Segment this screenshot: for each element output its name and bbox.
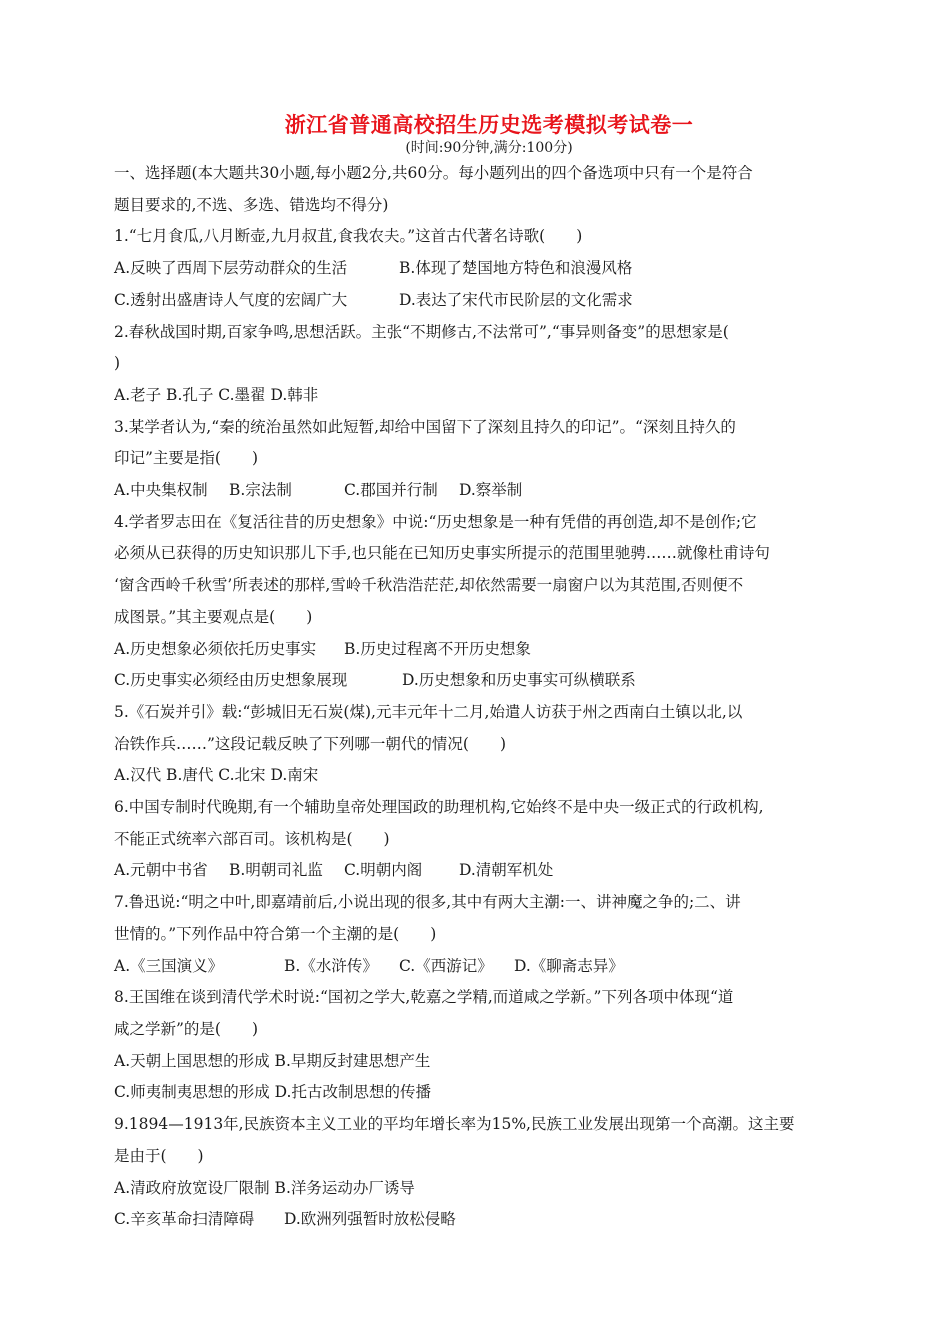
option-c: C.历史事实必须经由历史想象展现 (114, 671, 348, 690)
question-stem: 世情的。”下列作品中符合第一个主潮的是( ) (114, 924, 437, 943)
option-b: B.体现了楚国地方特色和浪漫风格 (399, 259, 633, 278)
option-b: B.《水浒传》 (284, 956, 378, 975)
option-a: A.中央集权制 (114, 481, 208, 500)
option-row (114, 634, 838, 666)
option-row (114, 665, 838, 697)
option-c: C.明朝内阁 (344, 861, 423, 880)
exam-page (114, 110, 838, 1236)
option-c: C.郡国并行制 (344, 481, 438, 500)
option-a: A.《三国演义》 (114, 956, 224, 975)
option-d: D.察举制 (459, 481, 523, 500)
question-stem: 4.学者罗志田在《复活往昔的历史想象》中说:“历史想象是一种有凭借的再创造,却不是创作;它 (114, 512, 757, 531)
option-d: D.欧洲列强暂时放松侵略 (284, 1210, 456, 1229)
option-c: C.辛亥革命扫清障碍 (114, 1210, 255, 1229)
option-row (114, 475, 838, 507)
option-row (114, 285, 838, 317)
option-b: B.明朝司礼监 (229, 861, 323, 880)
option-a: A.反映了西周下层劳动群众的生活 (114, 259, 348, 278)
question-stem: 9.1894—1913年,民族资本主义工业的平均年增长率为15%,民族工业发展出现第一个高潮。这主要 (114, 1115, 795, 1134)
exam-title: 浙江省普通高校招生历史选考模拟考试卷一 (284, 112, 694, 137)
section-heading: 题目要求的,不选、多选、错选均不得分) (114, 195, 389, 214)
option-row: C.师夷制夷思想的形成 D.托古改制思想的传播 (114, 1083, 431, 1102)
question-stem: ) (114, 354, 121, 373)
question-stem: 8.王国维在谈到清代学术时说:“国初之学大,乾嘉之学精,而道咸之学新。”下列各项中体现“道 (114, 988, 734, 1007)
question-stem: 成图景。”其主要观点是( ) (114, 607, 313, 626)
question-stem: 印记”主要是指( ) (114, 449, 259, 468)
option-row: A.天朝上国思想的形成 B.早期反封建思想产生 (114, 1051, 431, 1070)
question-stem: ‘窗含西岭千秋雪’所表述的那样,雪岭千秋浩浩茫茫,却依然需要一扇窗户以为其范围,否则便不 (114, 576, 744, 595)
question-stem: 3.某学者认为,“秦的统治虽然如此短暂,却给中国留下了深刻且持久的印记”。“深刻且持久的 (114, 417, 736, 436)
question-stem: 不能正式统率六部百司。该机构是( ) (114, 829, 390, 848)
option-c: C.《西游记》 (399, 956, 493, 975)
option-row: A.老子 B.孔子 C.墨翟 D.韩非 (114, 385, 319, 404)
option-c: C.透射出盛唐诗人气度的宏阔广大 (114, 290, 348, 309)
option-row (114, 951, 838, 983)
option-d: D.历史想象和历史事实可纵横联系 (402, 671, 636, 690)
question-stem: 6.中国专制时代晚期,有一个辅助皇帝处理国政的助理机构,它始终不是中央一级正式的行政机构, (114, 798, 764, 817)
exam-subtitle: (时间:90分钟,满分:100分) (405, 140, 573, 156)
option-a: A.元朝中书省 (114, 861, 208, 880)
option-row: A.清政府放宽设厂限制 B.洋务运动办厂诱导 (114, 1178, 415, 1197)
question-stem: 咸之学新”的是( ) (114, 1019, 259, 1038)
question-stem: 是由于( ) (114, 1146, 204, 1165)
question-stem: 2.春秋战国时期,百家争鸣,思想活跃。主张“不期修古,不法常可”,“事异则备变”的思想家是( (114, 322, 729, 341)
question-stem: 冶铁作兵……”这段记载反映了下列哪一朝代的情况( ) (114, 734, 507, 753)
option-d: D.表达了宋代市民阶层的文化需求 (399, 290, 633, 309)
option-row: A.汉代 B.唐代 C.北宋 D.南宋 (114, 766, 319, 785)
option-d: D.《聊斋志异》 (514, 956, 624, 975)
question-stem: 7.鲁迅说:“明之中叶,即嘉靖前后,小说出现的很多,其中有两大主潮:一、讲神魔之争的;二、讲 (114, 893, 741, 912)
option-b: B.宗法制 (229, 481, 292, 500)
question-stem: 必须从已获得的历史知识那儿下手,也只能在已知历史事实所提示的范围里驰骋……就像杜甫诗句 (114, 544, 770, 563)
option-row (114, 253, 838, 285)
section-heading: 一、选择题(本大题共30小题,每小题2分,共60分。每小题列出的四个备选项中只有一个是符合 (114, 164, 753, 182)
question-stem: 1.“七月食瓜,八月断壶,九月叔苴,食我农夫。”这首古代著名诗歌( ) (114, 227, 583, 246)
question-stem: 5.《石炭并引》载:“彭城旧无石炭(煤),元丰元年十二月,始遣人访获于州之西南白土镇以北,以 (114, 702, 743, 721)
option-d: D.清朝军机处 (459, 861, 554, 880)
option-a: A.历史想象必须依托历史事实 (114, 639, 317, 658)
option-b: B.历史过程离不开历史想象 (344, 639, 531, 658)
option-row (114, 1204, 838, 1236)
option-row (114, 855, 838, 887)
